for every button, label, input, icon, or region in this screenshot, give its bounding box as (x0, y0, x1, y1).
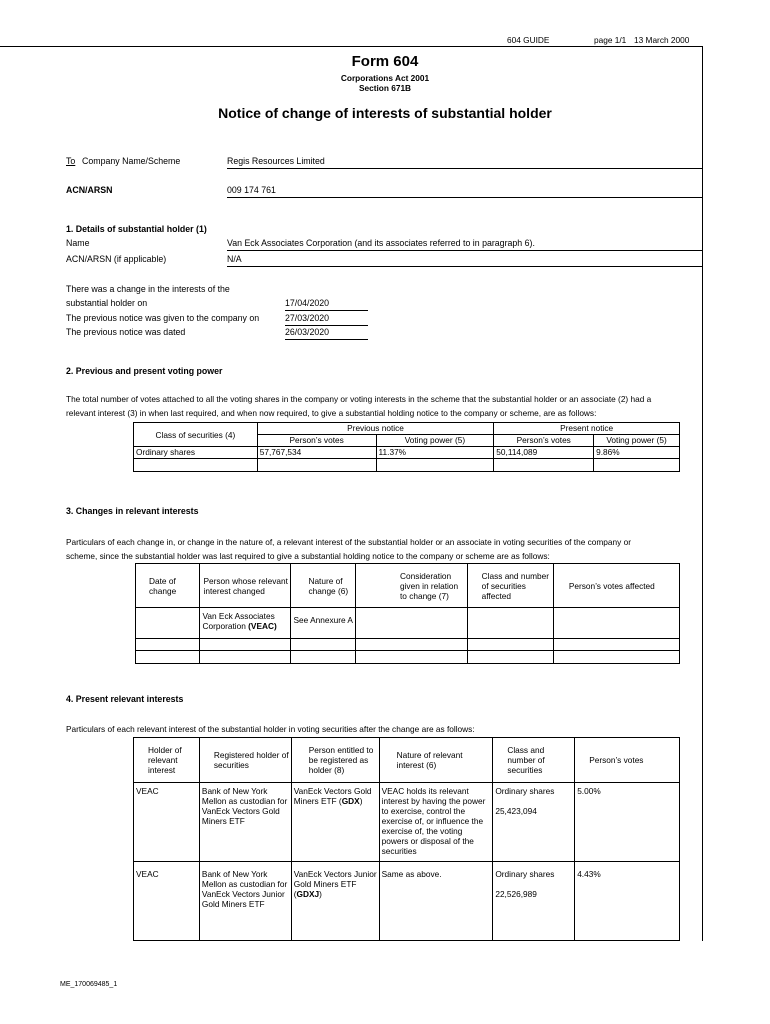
cell-prev-votes: 57,767,534 (257, 447, 376, 459)
cell-entitled: VanEck Vectors Gold Miners ETF (GDX) (291, 783, 379, 862)
cell-nature: VEAC holds its relevant interest by having the power to exercise, control the exercise of, or influence the exercise of, the voting powers or disposal of the securities (379, 783, 493, 862)
section-number: Section 671B (358, 83, 412, 93)
guide-label: 604 GUIDE (507, 35, 550, 45)
section2-para-2: relevant interest (3) in when last required, and when now required, to give a substantial holding notice to the company or scheme, are as follows: (66, 408, 597, 418)
cell-pres-votes: 50,114,089 (494, 447, 594, 459)
col-pres-votes: Person’s votes (494, 435, 594, 447)
changes-table (135, 563, 680, 664)
table-row (136, 651, 680, 664)
cell-votes: 4.43% (575, 862, 680, 941)
cell-pres-power: 9.86% (594, 447, 680, 459)
right-margin-rule (702, 46, 703, 941)
holder-acn-label: ACN/ARSN (if applicable) (66, 254, 167, 264)
col-votes-header: Person’s votes (575, 738, 680, 783)
table-row (134, 447, 680, 459)
col-holder-header: Holder of relevant interest (134, 738, 200, 783)
acn-value: 009 174 761 (227, 185, 276, 195)
col-date-header: Date of change (136, 564, 200, 608)
col-nature-header: Nature of change (6) (291, 564, 356, 608)
holder-name-value: Van Eck Associates Corporation (and its associates referred to in paragraph 6). (227, 238, 535, 248)
table-row (134, 862, 680, 941)
col-nature-header: Nature of relevant interest (6) (379, 738, 493, 783)
company-line (227, 168, 702, 169)
holder-acn-value: N/A (227, 254, 242, 264)
prev-dated-label: The previous notice was dated (66, 327, 186, 337)
to-label: To (66, 156, 76, 166)
section3-para-2: scheme, since the substantial holder was last required to give a substantial holding notice to the company or scheme are as follows: (66, 551, 550, 561)
prev-given-date: 27/03/2020 (285, 313, 330, 323)
col-consideration-header: Consideration given in relation to change (7) (355, 564, 467, 608)
change-text-1: There was a change in the interests of the (66, 284, 230, 294)
section2-heading: 2. Previous and present voting power (66, 366, 223, 376)
cell-registered: Bank of New York Mellon as custodian for VanEck Vectors Junior Gold Miners ETF (199, 862, 291, 941)
voting-power-table (133, 422, 680, 472)
col-prev-power: Voting power (5) (376, 435, 494, 447)
cell-prev-power: 11.37% (376, 447, 494, 459)
holder-name-label: Name (66, 238, 90, 248)
table-row (136, 639, 680, 651)
table-row (136, 608, 680, 639)
change-date-line (285, 310, 368, 311)
section3-para-1: Particulars of each change in, or change in the nature of, a relevant interest of the substantial holder or an associate in voting securities of the company or (66, 537, 631, 547)
col-prev-votes: Person’s votes (257, 435, 376, 447)
col-class-header: Class of securities (4) (134, 423, 258, 447)
section4-heading: 4. Present relevant interests (66, 694, 184, 704)
cell-holder: VEAC (134, 783, 200, 862)
change-date: 17/04/2020 (285, 298, 330, 308)
cell-entitled: VanEck Vectors Junior Gold Miners ETF (GDXJ) (291, 862, 379, 941)
change-text-2: substantial holder on (66, 298, 148, 308)
prev-given-label: The previous notice was given to the company on (66, 313, 260, 323)
prev-given-line (285, 325, 368, 326)
guide-date: 13 March 2000 (634, 35, 690, 45)
col-class-header: Class and number of securities affected (467, 564, 553, 608)
section4-para-1: Particulars of each relevant interest of the substantial holder in voting securities after the change are as follows: (66, 724, 475, 734)
cell-class: Ordinary shares 25,423,094 (493, 783, 575, 862)
col-pres-power: Voting power (5) (594, 435, 680, 447)
page-number: page 1/1 (594, 35, 627, 45)
cell-holder: VEAC (134, 862, 200, 941)
notice-title: Notice of change of interests of substantial holder (218, 105, 552, 121)
col-present-header: Present notice (494, 423, 680, 435)
cell-class: Ordinary shares 22,526,989 (493, 862, 575, 941)
table-row (134, 459, 680, 472)
act-name: Corporations Act 2001 (340, 73, 430, 83)
table-row (134, 783, 680, 862)
col-registered-header: Registered holder of securities (199, 738, 291, 783)
cell-class: Ordinary shares (134, 447, 258, 459)
company-value: Regis Resources Limited (227, 156, 325, 166)
col-previous-header: Previous notice (257, 423, 494, 435)
col-person-header: Person whose relevant interest changed (200, 564, 291, 608)
cell-person: Van Eck Associates Corporation (VEAC) (200, 608, 291, 639)
cell-registered: Bank of New York Mellon as custodian for VanEck Vectors Gold Miners ETF (199, 783, 291, 862)
acn-label: ACN/ARSN (66, 185, 113, 195)
col-class-header: Class and number of securities (493, 738, 575, 783)
section3-heading: 3. Changes in relevant interests (66, 506, 199, 516)
section2-para-1: The total number of votes attached to all the voting shares in the company or voting interests in the scheme that the substantial holder or an associate (2) had a (66, 394, 652, 404)
acn-line (227, 197, 702, 198)
holder-acn-line (227, 266, 702, 267)
company-label: Company Name/Scheme (82, 156, 181, 166)
section1-heading: 1. Details of substantial holder (1) (66, 224, 207, 234)
col-votes-header: Person’s votes affected (553, 564, 679, 608)
col-entitled-header: Person entitled to be registered as holder (8) (291, 738, 379, 783)
prev-dated-line (285, 339, 368, 340)
present-interests-table (133, 737, 680, 941)
cell-nature: Same as above. (379, 862, 493, 941)
document-reference: ME_170069485_1 (60, 981, 118, 988)
holder-name-line (227, 250, 702, 251)
cell-nature: See Annexure A (291, 608, 356, 639)
cell-votes: 5.00% (575, 783, 680, 862)
form-title: Form 604 (351, 53, 419, 70)
prev-dated-date: 26/03/2020 (285, 327, 330, 337)
